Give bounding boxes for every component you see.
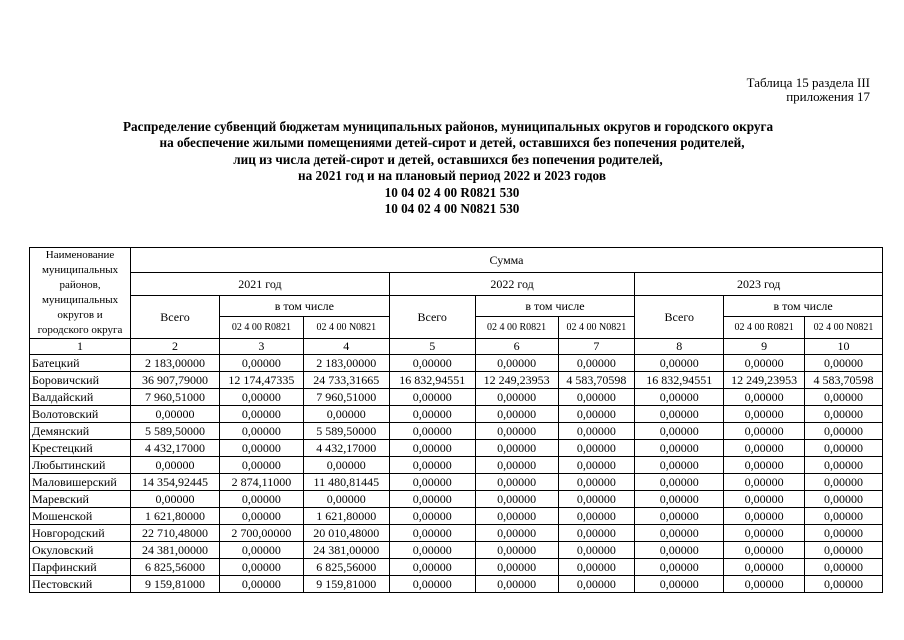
column-numbers-row-group [30,339,883,355]
amount-cell: 4 432,17000 [303,440,389,457]
table-row [30,508,883,525]
amount-cell: 0,00000 [724,474,805,491]
amount-cell: 6 825,56000 [303,559,389,576]
subsidy-table [29,247,883,593]
amount-cell: 0,00000 [389,576,475,593]
district-name-cell: Парфинский [30,559,131,576]
title-line-1: Распределение субвенций бюджетам муниципальных районов, муниципальных округов и городского округа [122,119,774,134]
district-name-cell: Валдайский [30,389,131,406]
amount-cell: 0,00000 [475,542,558,559]
amount-cell: 4 583,70598 [558,372,635,389]
amount-cell: 0,00000 [558,508,635,525]
amount-cell: 0,00000 [635,406,724,423]
amount-cell: 0,00000 [219,389,303,406]
table-row [30,372,883,389]
amount-cell: 0,00000 [303,491,389,508]
table-row [30,440,883,457]
amount-cell: 0,00000 [219,576,303,593]
amount-cell: 0,00000 [805,389,883,406]
amount-cell: 0,00000 [131,406,220,423]
amount-cell: 9 159,81000 [303,576,389,593]
amount-cell: 0,00000 [724,525,805,542]
n0821-2022-header: 02 4 00 N0821 [558,317,635,339]
amount-cell: 0,00000 [805,440,883,457]
amount-cell: 0,00000 [389,457,475,474]
including-2022-header: в том числе [475,296,635,317]
amount-cell: 0,00000 [635,474,724,491]
district-name-cell: Батецкий [30,355,131,372]
amount-cell: 0,00000 [558,576,635,593]
table-row [30,423,883,440]
amount-cell: 1 621,80000 [131,508,220,525]
amount-cell: 0,00000 [805,508,883,525]
amount-cell: 0,00000 [635,440,724,457]
amount-cell: 0,00000 [805,576,883,593]
amount-cell: 0,00000 [389,423,475,440]
document-title [0,119,904,217]
amount-cell: 2 700,00000 [219,525,303,542]
table-reference-line2: приложения 17 [786,89,870,104]
n0821-2023-header: 02 4 00 N0821 [805,317,883,339]
amount-cell: 0,00000 [805,542,883,559]
amount-cell: 0,00000 [475,355,558,372]
budget-code-1: 10 04 02 4 00 R0821 530 [384,184,520,200]
r0821-2021-header: 02 4 00 R0821 [219,317,303,339]
amount-cell: 0,00000 [389,525,475,542]
amount-cell: 7 960,51000 [303,389,389,406]
table-row [30,406,883,423]
column-number-8: 8 [635,339,724,355]
column-number-5: 5 [389,339,475,355]
amount-cell: 0,00000 [303,457,389,474]
amount-cell: 0,00000 [635,576,724,593]
amount-cell: 0,00000 [558,474,635,491]
amount-cell: 0,00000 [219,457,303,474]
amount-cell: 0,00000 [805,423,883,440]
amount-cell: 24 381,00000 [131,542,220,559]
amount-cell: 36 907,79000 [131,372,220,389]
amount-cell: 0,00000 [219,508,303,525]
amount-cell: 0,00000 [131,457,220,474]
table-row [30,457,883,474]
amount-cell: 0,00000 [635,491,724,508]
amount-cell: 11 480,81445 [303,474,389,491]
amount-cell: 0,00000 [724,406,805,423]
amount-cell: 0,00000 [724,440,805,457]
amount-cell: 0,00000 [635,559,724,576]
column-number-2: 2 [131,339,220,355]
amount-cell: 0,00000 [635,355,724,372]
amount-cell: 24 381,00000 [303,542,389,559]
amount-cell: 0,00000 [558,542,635,559]
amount-cell: 0,00000 [558,389,635,406]
amount-cell: 14 354,92445 [131,474,220,491]
amount-cell: 0,00000 [219,406,303,423]
amount-cell: 0,00000 [475,423,558,440]
year-2023-header: 2023 год [635,273,883,296]
district-name-cell: Крестецкий [30,440,131,457]
table-row [30,559,883,576]
table-body [30,355,883,593]
amount-cell: 0,00000 [389,559,475,576]
amount-cell: 0,00000 [558,559,635,576]
amount-cell: 5 589,50000 [303,423,389,440]
name-column-header: Наименование муниципальных районов, муниципальных округов и городского округа [30,248,131,339]
amount-cell: 0,00000 [635,423,724,440]
table-reference-line1: Таблица 15 раздела III [746,75,870,90]
table-row [30,474,883,491]
title-line-2: на обеспечение жилыми помещениями детей-сирот и детей, оставшихся без попечения родителей, [159,135,745,151]
table-row [30,576,883,593]
column-number-1: 1 [30,339,131,355]
amount-cell: 0,00000 [219,423,303,440]
amount-cell: 5 589,50000 [131,423,220,440]
column-number-9: 9 [724,339,805,355]
table-row [30,389,883,406]
amount-cell: 0,00000 [475,491,558,508]
including-2023-header: в том числе [724,296,883,317]
total-2023-header: Всего [635,296,724,339]
amount-cell: 0,00000 [219,559,303,576]
amount-cell: 0,00000 [635,389,724,406]
budget-code-2: 10 04 02 4 00 N0821 530 [384,201,520,217]
column-numbers-row [30,339,883,355]
amount-cell: 6 825,56000 [131,559,220,576]
amount-cell: 0,00000 [475,508,558,525]
sum-header: Сумма [131,248,883,273]
amount-cell: 12 249,23953 [475,372,558,389]
including-2021-header: в том числе [219,296,389,317]
amount-cell: 12 249,23953 [724,372,805,389]
amount-cell: 9 159,81000 [131,576,220,593]
amount-cell: 2 874,11000 [219,474,303,491]
district-name-cell: Любытинский [30,457,131,474]
year-2021-header: 2021 год [131,273,390,296]
amount-cell: 0,00000 [475,474,558,491]
district-name-cell: Окуловский [30,542,131,559]
amount-cell: 0,00000 [805,559,883,576]
amount-cell: 0,00000 [724,559,805,576]
amount-cell: 0,00000 [475,406,558,423]
amount-cell: 16 832,94551 [635,372,724,389]
amount-cell: 0,00000 [805,474,883,491]
district-name-cell: Пестовский [30,576,131,593]
amount-cell: 0,00000 [558,423,635,440]
table-row [30,525,883,542]
amount-cell: 0,00000 [558,525,635,542]
amount-cell: 16 832,94551 [389,372,475,389]
amount-cell: 0,00000 [724,576,805,593]
amount-cell: 0,00000 [805,491,883,508]
amount-cell: 0,00000 [475,457,558,474]
table-reference [747,76,870,104]
year-2022-header: 2022 год [389,273,635,296]
amount-cell: 0,00000 [635,508,724,525]
amount-cell: 0,00000 [724,542,805,559]
amount-cell: 0,00000 [558,406,635,423]
r0821-2023-header: 02 4 00 R0821 [724,317,805,339]
amount-cell: 2 183,00000 [131,355,220,372]
amount-cell: 0,00000 [724,423,805,440]
amount-cell: 0,00000 [635,525,724,542]
amount-cell: 0,00000 [558,440,635,457]
total-2022-header: Всего [389,296,475,339]
amount-cell: 0,00000 [389,508,475,525]
table-row [30,355,883,372]
title-line-3: лиц из числа детей-сирот и детей, оставшихся без попечения родителей, [233,151,663,167]
amount-cell: 0,00000 [389,474,475,491]
amount-cell: 0,00000 [219,491,303,508]
column-number-7: 7 [558,339,635,355]
district-name-cell: Мошенской [30,508,131,525]
amount-cell: 12 174,47335 [219,372,303,389]
amount-cell: 0,00000 [558,457,635,474]
amount-cell: 0,00000 [724,355,805,372]
column-number-3: 3 [219,339,303,355]
amount-cell: 0,00000 [389,440,475,457]
amount-cell: 0,00000 [724,508,805,525]
district-name-cell: Маловишерский [30,474,131,491]
district-name-cell: Демянский [30,423,131,440]
district-name-cell: Маревский [30,491,131,508]
amount-cell: 0,00000 [635,542,724,559]
amount-cell: 0,00000 [475,559,558,576]
title-line-4: на 2021 год и на плановый период 2022 и 2023 годов [298,168,606,184]
amount-cell: 0,00000 [805,457,883,474]
district-name-cell: Новгородский [30,525,131,542]
amount-cell: 24 733,31665 [303,372,389,389]
column-number-10: 10 [805,339,883,355]
amount-cell: 0,00000 [389,542,475,559]
amount-cell: 0,00000 [724,457,805,474]
amount-cell: 0,00000 [475,576,558,593]
amount-cell: 0,00000 [805,525,883,542]
amount-cell: 0,00000 [635,457,724,474]
amount-cell: 0,00000 [475,440,558,457]
amount-cell: 0,00000 [475,525,558,542]
amount-cell: 4 583,70598 [805,372,883,389]
amount-cell: 1 621,80000 [303,508,389,525]
amount-cell: 0,00000 [219,542,303,559]
amount-cell: 0,00000 [724,491,805,508]
total-2021-header: Всего [131,296,220,339]
amount-cell: 0,00000 [219,355,303,372]
amount-cell: 0,00000 [131,491,220,508]
district-name-cell: Боровичский [30,372,131,389]
table-row [30,542,883,559]
amount-cell: 2 183,00000 [303,355,389,372]
r0821-2022-header: 02 4 00 R0821 [475,317,558,339]
amount-cell: 0,00000 [389,389,475,406]
column-number-6: 6 [475,339,558,355]
district-name-cell: Волотовский [30,406,131,423]
amount-cell: 0,00000 [219,440,303,457]
column-number-4: 4 [303,339,389,355]
amount-cell: 0,00000 [558,491,635,508]
amount-cell: 0,00000 [389,491,475,508]
amount-cell: 0,00000 [389,406,475,423]
amount-cell: 4 432,17000 [131,440,220,457]
amount-cell: 0,00000 [805,406,883,423]
n0821-2021-header: 02 4 00 N0821 [303,317,389,339]
table-row [30,491,883,508]
amount-cell: 0,00000 [475,389,558,406]
amount-cell: 0,00000 [389,355,475,372]
amount-cell: 7 960,51000 [131,389,220,406]
amount-cell: 0,00000 [724,389,805,406]
amount-cell: 22 710,48000 [131,525,220,542]
amount-cell: 20 010,48000 [303,525,389,542]
amount-cell: 0,00000 [805,355,883,372]
amount-cell: 0,00000 [303,406,389,423]
amount-cell: 0,00000 [558,355,635,372]
